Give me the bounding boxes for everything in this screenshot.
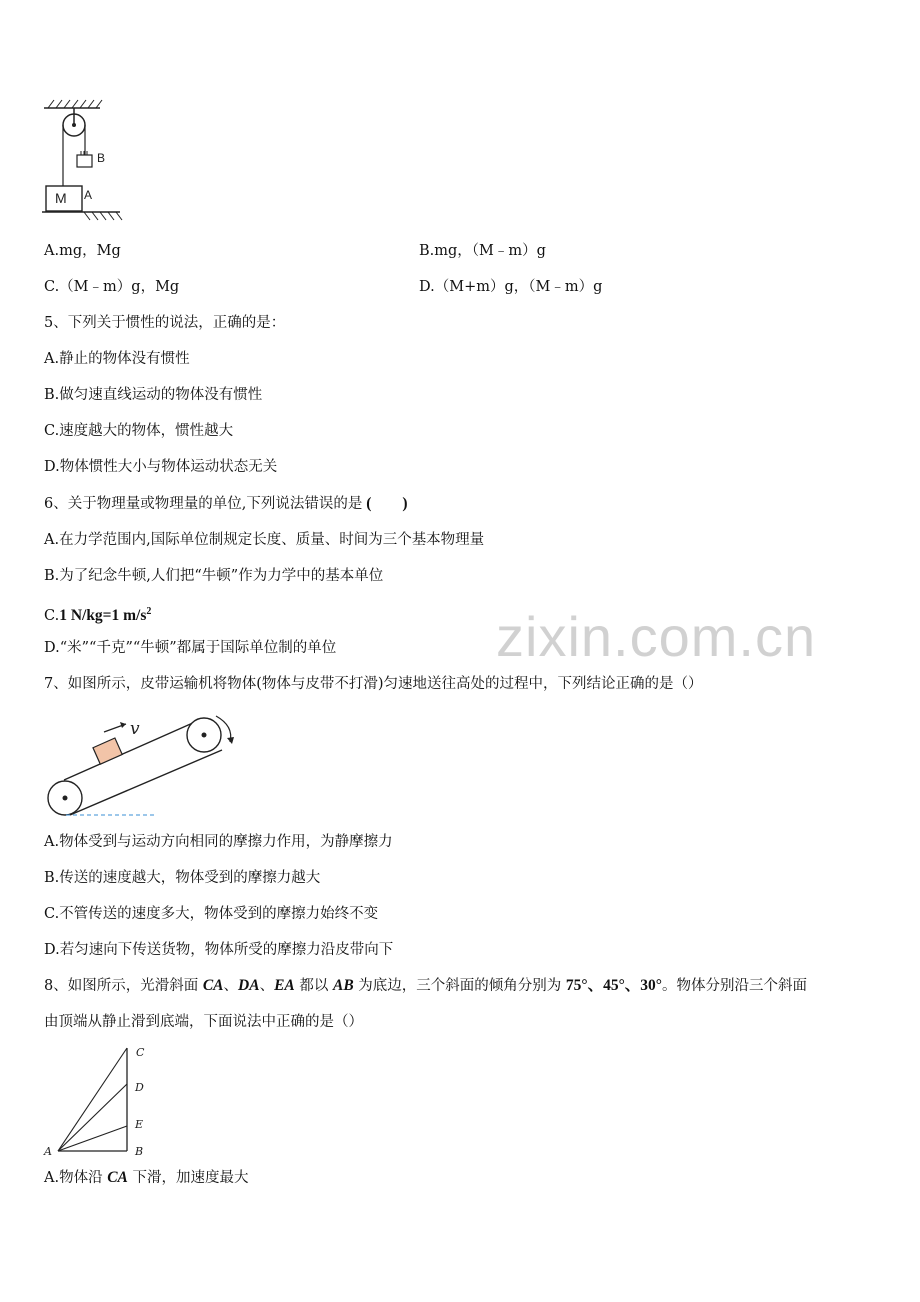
q8-stem	[44, 976, 807, 996]
q4-option-c: C.（M﹣m）g，Mg	[44, 279, 180, 295]
fig1-label-m: M	[55, 190, 67, 206]
q5-stem: 5、下列关于惯性的说法，正确的是：	[44, 315, 286, 331]
q7-option-d: D.若匀速向下传送货物，物体所受的摩擦力沿皮带向下	[44, 942, 394, 958]
fig1-label-a: A	[84, 188, 93, 202]
watermark: zixin.com.cn	[496, 605, 817, 668]
fig8-label-e: E	[135, 1118, 144, 1131]
q4-option-a: A.mg，Mg	[44, 243, 121, 259]
q6-option-d: D.“米”“千克”“牛顿”都属于国际单位制的单位	[44, 640, 337, 656]
fig1-label-b: B	[97, 151, 106, 165]
q6-stem-paren: ( )	[362, 495, 408, 512]
conveyor-belt-figure	[44, 712, 244, 818]
pulley-figure	[40, 98, 125, 222]
q6-option-c-formula: 1 N/kg=1 m/s	[59, 606, 147, 624]
q6-stem-text: 6、关于物理量或物理量的单位,下列说法错误的是	[44, 496, 363, 512]
q8-option-a	[44, 1168, 249, 1188]
q7-option-c: C.不管传送的速度多大，物体受到的摩擦力始终不变	[44, 906, 379, 922]
q5-option-d: D.物体惯性大小与物体运动状态无关	[44, 459, 278, 475]
fig8-label-d: D	[135, 1081, 144, 1094]
q8-stem-sep1: 、	[223, 978, 239, 994]
q7-option-a: A.物体受到与运动方向相同的摩擦力作用，为静摩擦力	[44, 834, 393, 850]
q8-stem-angles: 75°、45°、30°	[565, 977, 662, 994]
fig7-label-v: v	[130, 719, 140, 739]
q5-option-b: B.做匀速直线运动的物体没有惯性	[44, 387, 263, 403]
q8-stem-part2: 都以	[294, 978, 333, 994]
q8-stem-ea: EA	[274, 977, 295, 994]
q8-stem-sep2: 、	[259, 978, 275, 994]
q8-stem-ca: CA	[202, 977, 224, 994]
q8-stem-da: DA	[238, 977, 260, 994]
q8-option-a-ca: CA	[107, 1169, 128, 1186]
fig8-label-c: C	[136, 1046, 145, 1059]
fig8-label-a: A	[44, 1145, 52, 1158]
q8-option-a-prefix: A.物体沿	[44, 1170, 108, 1186]
q8-stem-part3: 为底边，三个斜面的倾角分别为	[353, 978, 566, 994]
q7-stem: 7、如图所示，皮带运输机将物体(物体与皮带不打滑)匀速地送往高处的过程中，下列结论正确的是（）	[44, 676, 703, 692]
q5-option-c: C.速度越大的物体，惯性越大	[44, 423, 234, 439]
q6-option-c-prefix: C.	[44, 607, 60, 624]
q6-option-a: A.在力学范围内,国际单位制规定长度、质量、时间为三个基本物理量	[44, 532, 485, 548]
fig8-label-b: B	[135, 1145, 144, 1158]
q6-stem	[44, 494, 408, 514]
q8-option-a-suffix: 下滑，加速度最大	[127, 1170, 249, 1186]
q6-option-c-sup: 2	[146, 606, 152, 617]
q4-option-d: D.（M+m）g，（M﹣m）g	[419, 279, 603, 295]
q6-option-b: B.为了纪念牛顿,人们把“牛顿”作为力学中的基本单位	[44, 568, 384, 584]
q8-stem-line2: 由顶端从静止滑到底端，下面说法中正确的是（）	[44, 1014, 363, 1030]
q4-option-b: B.mg，（M﹣m）g	[419, 243, 546, 259]
q8-stem-ab: AB	[332, 977, 354, 994]
q5-option-a: A.静止的物体没有惯性	[44, 351, 190, 367]
q8-stem-part1: 8、如图所示，光滑斜面	[44, 978, 203, 994]
q6-option-c	[44, 602, 151, 626]
q8-stem-part4: 。物体分别沿三个斜面	[662, 978, 807, 994]
incline-figure	[40, 1042, 160, 1160]
q7-option-b: B.传送的速度越大，物体受到的摩擦力越大	[44, 870, 321, 886]
